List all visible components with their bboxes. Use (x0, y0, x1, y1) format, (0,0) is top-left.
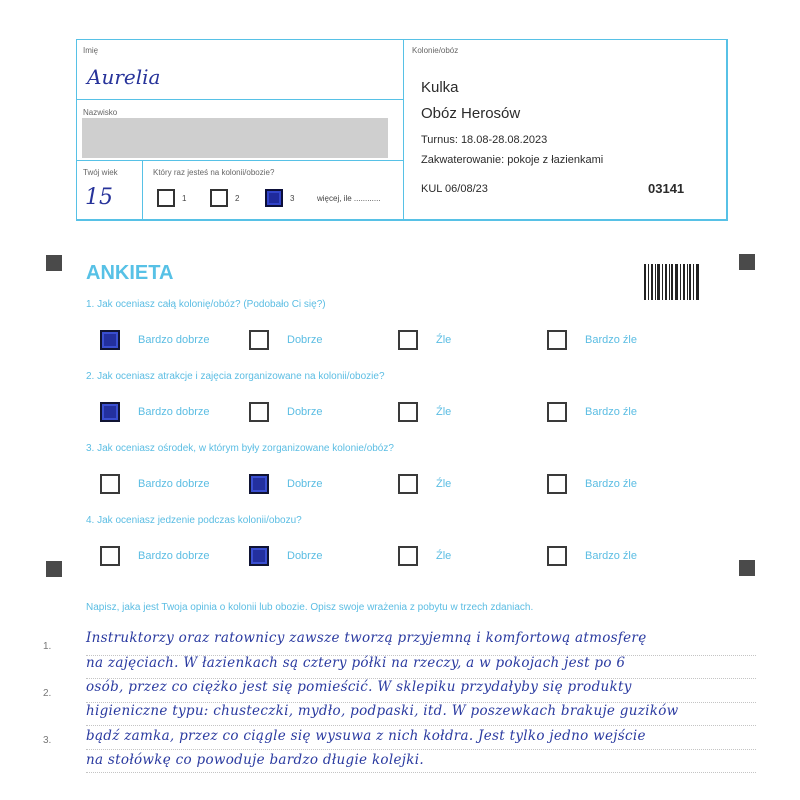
question-4-option-4-label: Bardzo źle (585, 550, 637, 562)
surname-cell (76, 99, 404, 161)
question-4-option-4-checkbox[interactable] (547, 546, 567, 566)
handwritten-line-2[interactable]: na zajęciach. W łazienkach są cztery półki na rzeczy, a w pokojach jest po 6 (86, 655, 626, 671)
turnus: Turnus: 18.08-28.08.2023 (421, 134, 548, 146)
first-name-label: Imię (83, 46, 99, 55)
camp-name: Kulka (421, 79, 459, 96)
first-name-value[interactable]: Aurelia (87, 65, 161, 89)
times-more-label: więcej, ile ............ (317, 194, 381, 203)
handwritten-line-1[interactable]: Instruktorzy oraz ratownicy zawsze tworzą przyjemną i komfortową atmosferę (86, 630, 647, 646)
writing-line (86, 725, 756, 726)
handwritten-line-3[interactable]: osób, przez co ciężko jest się pomieścić. W sklepiku przydałyby się produkty (86, 679, 632, 695)
registration-marker-top-left (46, 255, 62, 271)
times-checkbox-3[interactable] (265, 189, 283, 207)
times-cell (142, 160, 404, 221)
surname-redaction (82, 118, 388, 158)
question-1-option-3-label: Źle (436, 334, 452, 346)
question-2-option-4-label: Bardzo źle (585, 406, 637, 418)
surname-label: Nazwisko (83, 108, 118, 117)
question-4-option-3-label: Źle (436, 550, 452, 562)
camp-label: Kolonie/obóz (412, 46, 459, 55)
camp-program: Obóz Herosów (421, 105, 521, 122)
question-1-option-4-checkbox[interactable] (547, 330, 567, 350)
question-4-option-2-label: Dobrze (287, 550, 323, 562)
camp-cell (403, 39, 728, 221)
question-3-option-4-checkbox[interactable] (547, 474, 567, 494)
line-number-1: 1. (43, 641, 52, 652)
header-box (76, 39, 727, 220)
times-option-3-label: 3 (290, 194, 295, 203)
question-1-text: 1. Jak oceniasz całą kolonię/obóz? (Podobało Ci się?) (86, 299, 326, 310)
question-1-option-2-label: Dobrze (287, 334, 323, 346)
age-label: Twój wiek (83, 168, 118, 177)
writing-line (86, 772, 756, 773)
times-option-2-label: 2 (235, 194, 240, 203)
question-2-text: 2. Jak oceniasz atrakcje i zajęcia zorganizowane na kolonii/obozie? (86, 371, 385, 382)
question-3-option-3-checkbox[interactable] (398, 474, 418, 494)
line-number-3: 3. (43, 735, 52, 746)
question-1-option-3-checkbox[interactable] (398, 330, 418, 350)
question-1-option-4-label: Bardzo źle (585, 334, 637, 346)
times-label: Który raz jesteś na kolonii/obozie? (153, 168, 275, 177)
question-4-option-2-checkbox[interactable] (249, 546, 269, 566)
question-1-option-1-checkbox[interactable] (100, 330, 120, 350)
accommodation: Zakwaterowanie: pokoje z łazienkami (421, 154, 604, 166)
question-3-option-2-label: Dobrze (287, 478, 323, 490)
registration-marker-bottom-left (46, 561, 62, 577)
question-2-option-4-checkbox[interactable] (547, 402, 567, 422)
question-2-option-1-checkbox[interactable] (100, 402, 120, 422)
question-4-text: 4. Jak oceniasz jedzenie podczas kolonii/obozu? (86, 515, 302, 526)
times-checkbox-1[interactable] (157, 189, 175, 207)
question-4-option-1-label: Bardzo dobrze (138, 550, 210, 562)
question-4-option-1-checkbox[interactable] (100, 546, 120, 566)
times-option-1-label: 1 (182, 194, 187, 203)
question-1-option-1-label: Bardzo dobrze (138, 334, 210, 346)
question-1-option-2-checkbox[interactable] (249, 330, 269, 350)
registration-marker-bottom-right (739, 560, 755, 576)
handwritten-line-4[interactable]: higieniczne typu: chusteczki, mydło, podpaski, itd. W poszewkach brakuje guzików (86, 703, 679, 719)
question-2-option-2-checkbox[interactable] (249, 402, 269, 422)
question-2-option-2-label: Dobrze (287, 406, 323, 418)
question-3-option-4-label: Bardzo źle (585, 478, 637, 490)
first-name-cell (76, 39, 404, 100)
survey-title: ANKIETA (86, 262, 174, 284)
form-number: 03141 (648, 181, 685, 196)
times-checkbox-2[interactable] (210, 189, 228, 207)
registration-marker-top-right (739, 254, 755, 270)
age-cell (76, 160, 143, 221)
opinion-prompt: Napisz, jaka jest Twoja opinia o kolonii lub obozie. Opisz swoje wrażenia z pobytu w trzech zdaniach. (86, 602, 534, 613)
writing-line (86, 749, 756, 750)
question-2-option-3-label: Źle (436, 406, 452, 418)
barcode (644, 264, 700, 300)
handwritten-line-5[interactable]: bądź zamka, przez co ciągle się wysuwa z nich kołdra. Jest tylko jedno wejście (86, 728, 646, 744)
question-4-option-3-checkbox[interactable] (398, 546, 418, 566)
question-3-option-1-checkbox[interactable] (100, 474, 120, 494)
handwritten-line-6[interactable]: na stołówkę co powoduje bardzo długie kolejki. (86, 752, 424, 768)
question-3-option-2-checkbox[interactable] (249, 474, 269, 494)
question-2-option-1-label: Bardzo dobrze (138, 406, 210, 418)
question-3-option-3-label: Źle (436, 478, 452, 490)
question-2-option-3-checkbox[interactable] (398, 402, 418, 422)
question-3-text: 3. Jak oceniasz ośrodek, w którym były zorganizowane kolonie/obóz? (86, 443, 394, 454)
question-3-option-1-label: Bardzo dobrze (138, 478, 210, 490)
line-number-2: 2. (43, 688, 52, 699)
camp-code: KUL 06/08/23 (421, 183, 488, 195)
age-value[interactable]: 15 (85, 185, 113, 210)
